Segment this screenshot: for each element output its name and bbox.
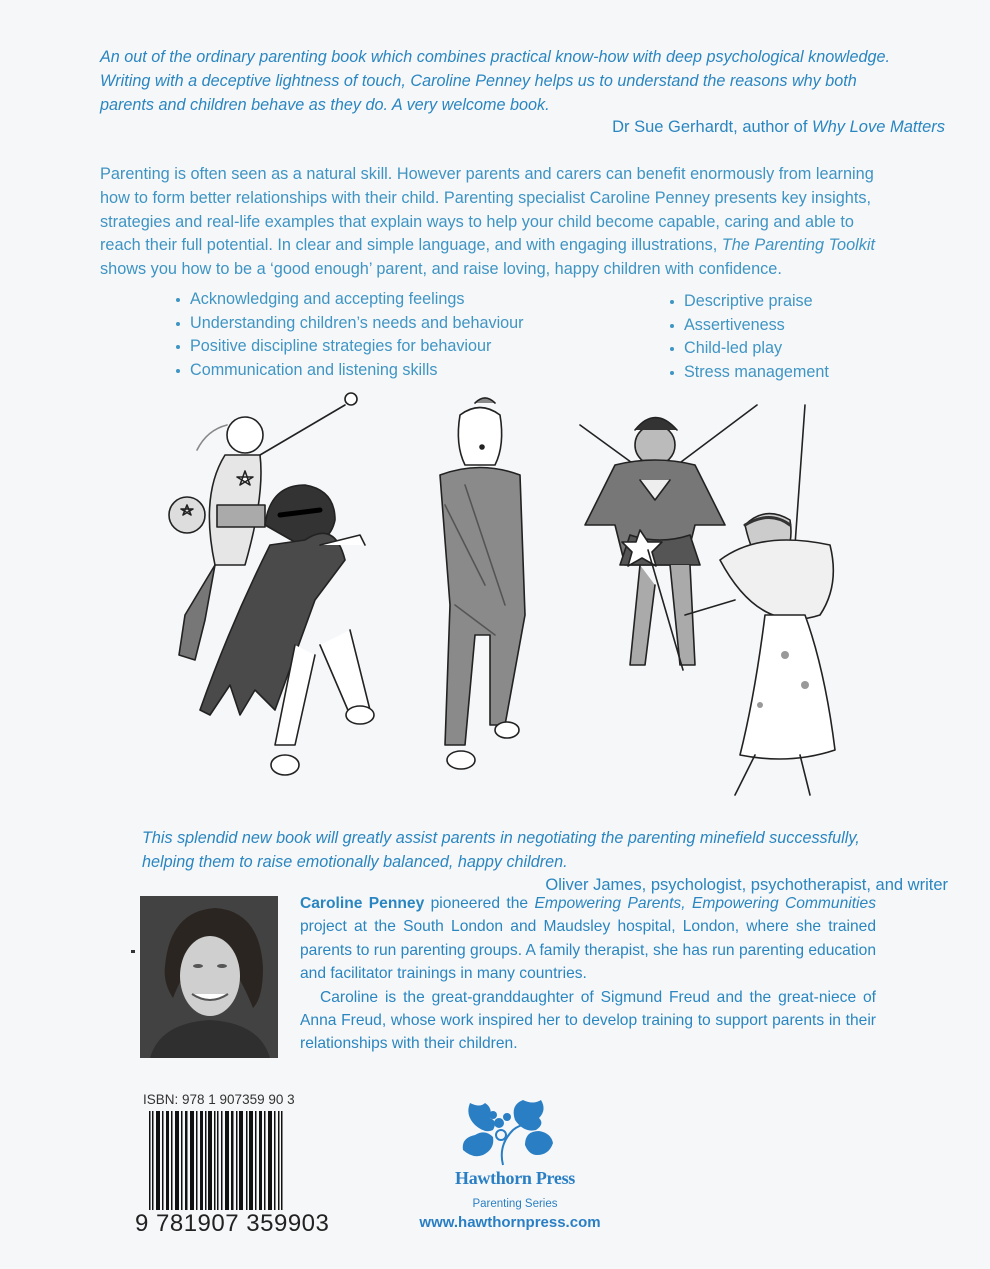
description-line: how to form better relationships with their child. Parenting specialist Caroline Penney presents key insights,: [100, 188, 872, 207]
topics-list-right: [668, 290, 829, 384]
topic-item: Child-led play: [668, 337, 829, 361]
endorsement-quote-bottom: [142, 826, 952, 874]
publisher-series: Parenting Series: [472, 1198, 558, 1210]
author-photo: [140, 896, 278, 1058]
quote-line: This splendid new book will greatly assist parents in negotiating the parenting minefield successfully,: [142, 829, 860, 847]
barcode-digits: 9 781907 359903: [135, 1210, 330, 1237]
description-text: reach their full potential. In clear and simple language, and with engaging illustrations,: [100, 236, 722, 255]
topic-item: Assertiveness: [668, 314, 829, 338]
topic-item: Positive discipline strategies for behaviour: [174, 335, 524, 359]
topic-item: Descriptive praise: [668, 290, 829, 314]
endorsement-attribution-bottom: Oliver James, psychologist, psychotherapist, and writer: [545, 876, 948, 894]
quote-line: helping them to raise emotionally balanced, happy children.: [142, 853, 568, 871]
endorsement-quote-top: [100, 45, 945, 117]
attribution-book-title: Why Love Matters: [812, 118, 945, 136]
topics-list-left: [174, 288, 524, 382]
quote-line: An out of the ordinary parenting book which combines practical know-how with deep psychological knowledge.: [100, 48, 891, 66]
topic-item: Stress management: [668, 361, 829, 385]
author-portrait-icon: [140, 896, 278, 1058]
book-title: The Parenting Toolkit: [721, 236, 876, 255]
project-name: Empowering Parents, Empowering Communities: [534, 895, 876, 912]
publisher-url-link[interactable]: www.hawthornpress.com: [419, 1214, 601, 1231]
bio-paragraph: Caroline is the great-granddaughter of Sigmund Freud and the great-niece of Anna Freud, whose work inspired her to develop training to support parents in their relationships with their children.: [300, 988, 876, 1053]
hawthorn-leaf-logo-icon: [455, 1095, 565, 1167]
description-line: shows you how to be a ‘good enough’ parent, and raise loving, happy children with confidence.: [100, 260, 782, 279]
description-line: [100, 234, 945, 258]
endorsement-attribution-top: [612, 118, 945, 137]
topic-item: Understanding children’s needs and behaviour: [174, 312, 524, 336]
attribution-text: Dr Sue Gerhardt, author of: [612, 118, 813, 136]
patterned-suit-boy-figure: [440, 398, 525, 769]
bio-text: project at the South London and Maudsley hospital, London, where she trained parents to run parenting groups. A family therapist, she has run parenting education and facilitator trainings in many countries.: [300, 918, 876, 983]
quote-line: parents and children behave as they do. A very welcome book.: [100, 96, 550, 114]
description-line: Parenting is often seen as a natural skill. However parents and carers can benefit enormously from learning: [100, 165, 874, 183]
author-bio: [300, 892, 876, 1056]
bio-text: pioneered the: [424, 895, 535, 912]
topic-item: Acknowledging and accepting feelings: [174, 288, 524, 312]
author-name: Caroline Penney: [300, 895, 425, 912]
barcode-icon: [143, 1111, 289, 1226]
topic-item: Communication and listening skills: [174, 359, 524, 383]
publisher-name: Hawthorn Press: [455, 1168, 575, 1188]
children-costumes-illustration: [145, 385, 860, 805]
isbn-label: ISBN: 978 1 907359 90 3: [143, 1092, 295, 1107]
bio-paragraph: [300, 892, 876, 986]
quote-line: Writing with a deceptive lightness of touch, Caroline Penney helps us to understand the reasons why both: [100, 72, 857, 90]
book-description: [100, 163, 945, 282]
description-line: strategies and real-life examples that explain ways to help your child become capable, caring and able to: [100, 212, 854, 231]
caped-girl-figure: [580, 405, 757, 665]
print-mark: [131, 950, 135, 953]
